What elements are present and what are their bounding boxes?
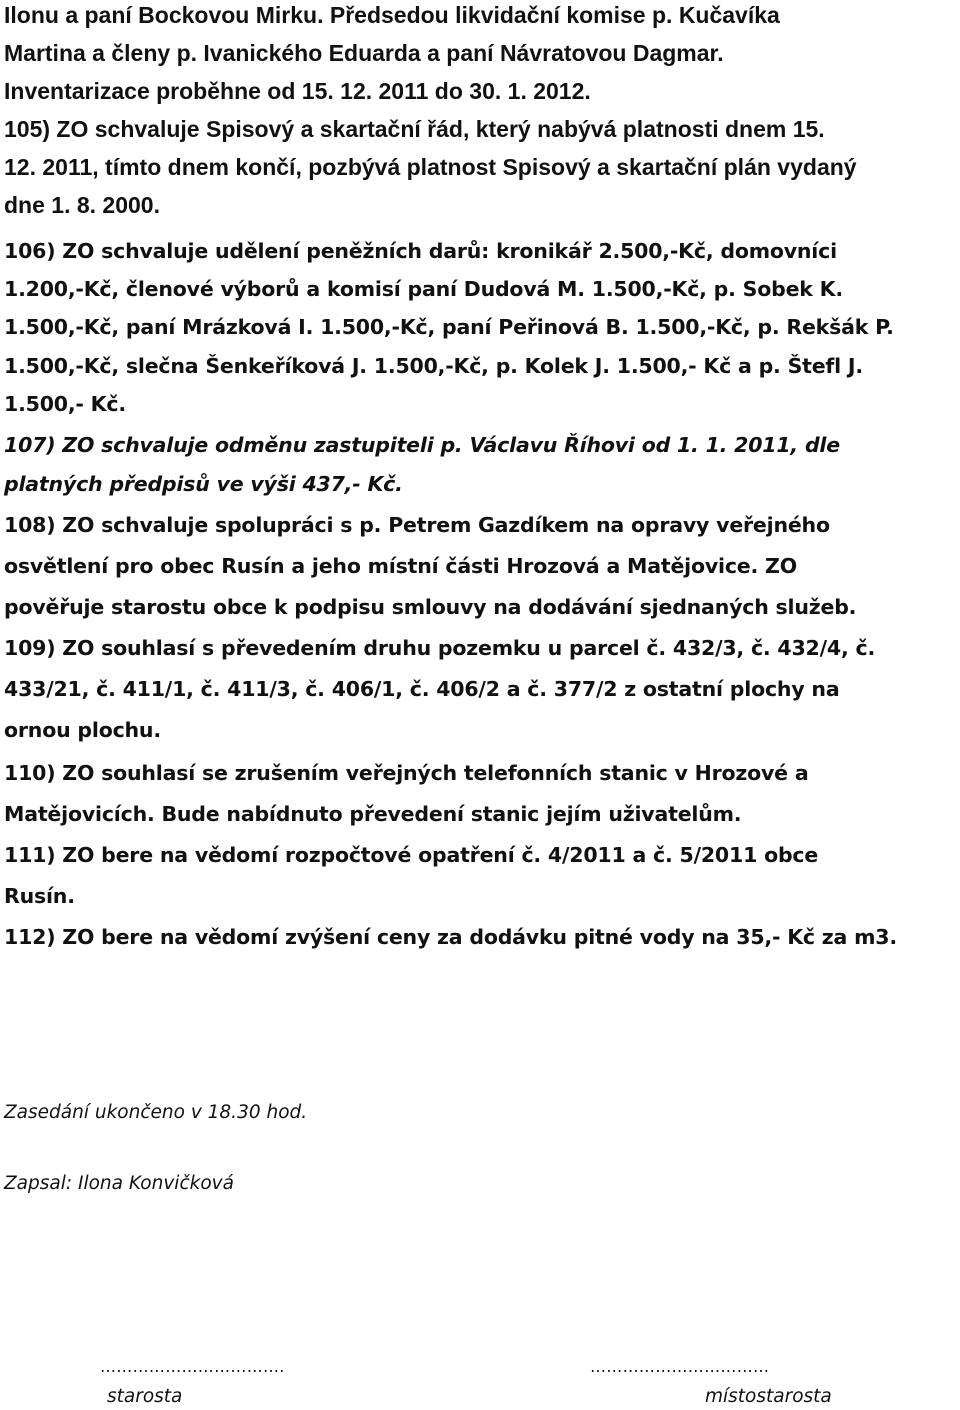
resolution-112: 112) ZO bere na vědomí zvýšení ceny za dodávku pitné vody na 35,- Kč za m3.: [4, 925, 897, 949]
closing-note: Zasedání ukončeno v 18.30 hod.: [4, 1102, 308, 1123]
resolution-110: 110) ZO souhlasí se zrušením veřejných telefonních stanic v Hrozové a: [4, 761, 809, 785]
text-line: Martina a členy p. Ivanického Eduarda a paní Návratovou Dagmar.: [4, 40, 724, 66]
text-line: 1.500,-Kč, paní Mrázková I. 1.500,-Kč, paní Peřinová B. 1.500,-Kč, p. Rekšák P.: [4, 315, 894, 339]
text-line: Matějovicích. Bude nabídnuto převedení stanic jejím uživatelům.: [4, 802, 742, 826]
signature-label-mayor: starosta: [107, 1386, 183, 1407]
signature-line-left: …………………………….: [100, 1357, 285, 1376]
text-line: ornou plochu.: [4, 718, 161, 742]
text-line: osvětlení pro obec Rusín a jeho místní části Hrozová a Matějovice. ZO: [4, 554, 797, 578]
text-line: platných předpisů ve výši 437,- Kč.: [4, 472, 403, 496]
signature-line-right: ……………………………: [590, 1357, 770, 1376]
resolution-111: 111) ZO bere na vědomí rozpočtové opatření č. 4/2011 a č. 5/2011 obce: [4, 843, 819, 867]
resolution-107: 107) ZO schvaluje odměnu zastupiteli p. Václavu Říhovi od 1. 1. 2011, dle: [4, 433, 840, 457]
resolution-105: 105) ZO schvaluje Spisový a skartační řád, který nabývá platnosti dnem 15.: [4, 116, 825, 142]
resolution-108: 108) ZO schvaluje spolupráci s p. Petrem Gazdíkem na opravy veřejného: [4, 513, 830, 537]
text-line: Ilonu a paní Bockovou Mirku. Předsedou likvidační komise p. Kučavíka: [4, 2, 780, 28]
text-line: dne 1. 8. 2000.: [4, 192, 160, 218]
text-line: Inventarizace proběhne od 15. 12. 2011 do 30. 1. 2012.: [4, 78, 591, 104]
resolution-106: 106) ZO schvaluje udělení peněžních darů: kronikář 2.500,-Kč, domovníci: [4, 239, 837, 263]
resolution-109: 109) ZO souhlasí s převedením druhu pozemku u parcel č. 432/3, č. 432/4, č.: [4, 636, 876, 660]
signature-label-deputy-mayor: místostarosta: [705, 1386, 832, 1407]
text-line: 433/21, č. 411/1, č. 411/3, č. 406/1, č. 406/2 a č. 377/2 z ostatní plochy na: [4, 677, 840, 701]
text-line: 1.500,- Kč.: [4, 392, 126, 416]
text-line: 1.200,-Kč, členové výborů a komisí paní Dudová M. 1.500,-Kč, p. Sobek K.: [4, 277, 843, 301]
recorder-note: Zapsal: Ilona Konvičková: [4, 1173, 234, 1194]
text-line: pověřuje starostu obce k podpisu smlouvy na dodávání sjednaných služeb.: [4, 595, 857, 619]
text-line: 12. 2011, tímto dnem končí, pozbývá platnost Spisový a skartační plán vydaný: [4, 154, 857, 180]
text-line: 1.500,-Kč, slečna Šenkeříková J. 1.500,-Kč, p. Kolek J. 1.500,- Kč a p. Štefl J.: [4, 354, 863, 378]
text-line: Rusín.: [4, 884, 75, 908]
